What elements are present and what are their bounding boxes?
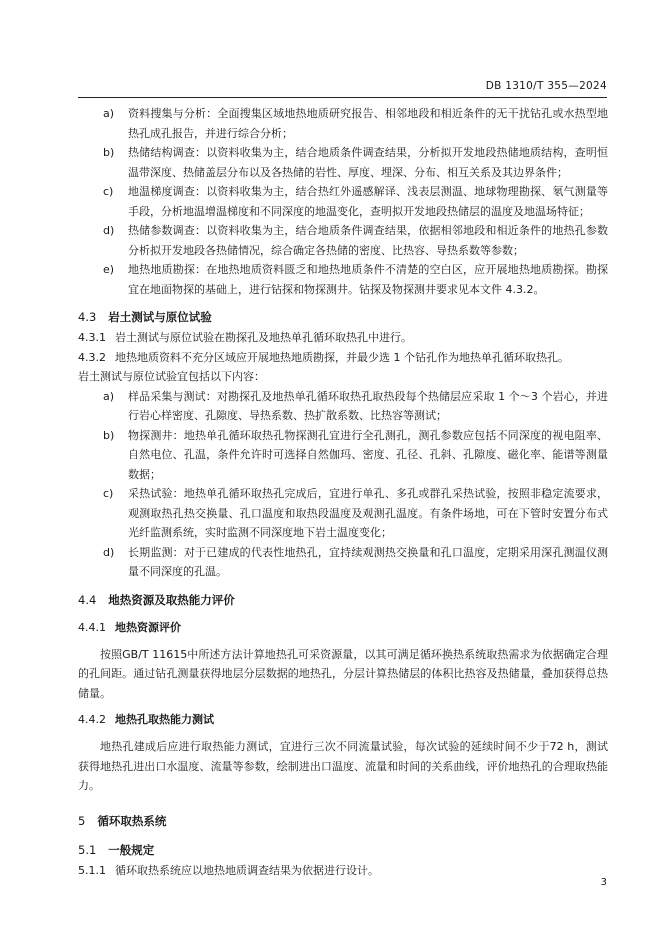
- list-item: [78, 387, 608, 426]
- clause-number: 4.4.2: [78, 713, 106, 726]
- list-a: [78, 104, 608, 299]
- clause-text: 地热地质资料不充分区域应开展地热地质勘探，并最少选 1 个钻孔作为地热单孔循环取热孔。: [115, 350, 569, 364]
- list-text: 地热地质勘探：在地热地质资料匮乏和地热地质条件不清楚的空白区，应开展地热地质勘探。勘探宜在地面物探的基础上，进行钻探和物探测井。钻探及物探测井要求见本文件 4.3.2。: [128, 263, 608, 296]
- section-title: 一般规定: [108, 842, 155, 857]
- list-item: [78, 221, 608, 260]
- list-marker: e): [103, 263, 115, 276]
- list-marker: d): [103, 545, 115, 559]
- chapter-title: 循环取热系统: [97, 813, 167, 828]
- section-heading-4-4: [78, 589, 608, 611]
- list-text: 物探测井：地热单孔循环取热孔物探测孔宜进行全孔测孔，测孔参数应包括不同深度的视电阻率、自然电位、孔温，条件允许时可选择自然伽玛、密度、孔径、孔斜、孔隙度、磁化率、能谱等测量数据；: [128, 428, 608, 481]
- list-b: [78, 387, 608, 582]
- clause-number: 5.1.1: [78, 863, 106, 877]
- chapter-heading-5: [78, 810, 608, 832]
- chapter-number: 5: [78, 813, 86, 828]
- list-marker: b): [103, 146, 115, 159]
- document-id: DB 1310/T 355—2024: [485, 80, 607, 92]
- header-rule: [78, 97, 607, 98]
- section-number: 4.3: [78, 310, 97, 324]
- list-text: 采热试验：地热单孔循环取热孔完成后，宜进行单孔、多孔或群孔采热试验，按照非稳定流要求，观测取热孔热交换量、孔口温度和取热段温度及观测孔温度。有条件场地，可在下管时安置分布式光纤监测系统，实时监测不同深度地下岩土温度变化；: [128, 487, 608, 539]
- paragraph: 地热孔建成后应进行取热能力测试，宜进行三次不同流量试验，每次试验的延续时间不少于72 h，测试获得地热孔进出口水温度、流量等参数，绘制进出口温度、流量和时间的关系曲线，评价地热孔的合理取热能力。: [78, 740, 608, 792]
- subsection-heading-4-4-2: [78, 709, 608, 731]
- paragraph: 按照GB/T 11615中所述方法计算地热孔可采资源量，以其可满足循环换热系统取热需求为依据确定合理的孔间距。通过钻孔测量获得地层分层数据的地热孔，分层计算热储层的体积比热容及热储量，叠加获得总热储量。: [78, 647, 608, 700]
- page-content: [78, 104, 608, 880]
- section-title: 地热资源及取热能力评价: [108, 592, 235, 607]
- list-marker: d): [103, 224, 115, 237]
- clause-4-3-1: [78, 328, 608, 348]
- list-item: [78, 426, 608, 485]
- list-text: 样品采集与测试：对勘探孔及地热单孔循环取热孔取热段每个热储层应采取 1 个～3 个岩心，并进行岩心样密度、孔隙度、导热系数、热扩散系数、比热容等测试；: [128, 389, 608, 422]
- list-marker: a): [103, 389, 115, 403]
- list-marker: c): [103, 487, 114, 500]
- subsection-title: 地热孔取热能力测试: [115, 713, 214, 726]
- section-number: 4.4: [78, 592, 97, 607]
- list-text: 地温梯度调查：以资料收集为主，结合热红外遥感解译、浅表层测温、地球物理勘探、氡气测量等手段，分析地温增温梯度和不同深度的地温变化，查明拟开发地段热储层的温度及地温场特征；: [128, 185, 608, 218]
- clause-continuation: 岩土测试与原位试验宜包括以下内容：: [78, 370, 265, 383]
- page-number: 3: [600, 877, 607, 888]
- list-item: [78, 484, 608, 543]
- subsection-title: 地热资源评价: [115, 620, 181, 634]
- list-text: 长期监测：对于已建成的代表性地热孔，宜持续观测热交换量和孔口温度，定期采用深孔测温仪测量不同深度的孔温。: [128, 545, 608, 578]
- section-title: 岩土测试与原位试验: [108, 310, 212, 324]
- list-marker: a): [103, 107, 115, 120]
- list-text: 热储结构调查：以资料收集为主，结合地质条件调查结果，分析拟开发地段热储地质结构，查明恒温带深度、热储盖层分布以及各热储的岩性、厚度、埋深、分布、相互关系及其边界条件；: [128, 146, 608, 179]
- section-number: 5.1: [78, 842, 97, 857]
- list-marker: c): [103, 185, 114, 198]
- list-item: [78, 182, 608, 221]
- list-item: [78, 260, 608, 299]
- clause-5-1-1: [78, 861, 608, 881]
- list-item: [78, 104, 608, 143]
- section-heading-5-1: [78, 839, 608, 861]
- list-text: 热储参数调查：以资料收集为主，结合地质条件调查结果，依据相邻地段和相近条件的地热孔参数分析拟开发地段各热储情况，综合确定各热储的密度、比热容、导热系数等参数；: [128, 224, 608, 257]
- clause-text: 循环取热系统应以地热地质调查结果为依据进行设计。: [115, 863, 379, 877]
- list-item: [78, 143, 608, 182]
- list-marker: b): [103, 428, 115, 442]
- list-item: [78, 543, 608, 582]
- clause-number: 4.3.1: [78, 331, 106, 344]
- clause-4-3-2: [78, 348, 608, 368]
- section-heading-4-3: [78, 306, 608, 328]
- subsection-heading-4-4-1: [78, 617, 608, 639]
- clause-number: 4.3.2: [78, 350, 106, 364]
- list-text: 资料搜集与分析：全面搜集区域地热地质研究报告、相邻地段和相近条件的无干扰钻孔或水热型地热孔成孔报告，并进行综合分析；: [128, 107, 608, 140]
- clause-text: 岩土测试与原位试验在勘探孔及地热单孔循环取热孔中进行。: [115, 331, 412, 344]
- clause-number: 4.4.1: [78, 620, 106, 634]
